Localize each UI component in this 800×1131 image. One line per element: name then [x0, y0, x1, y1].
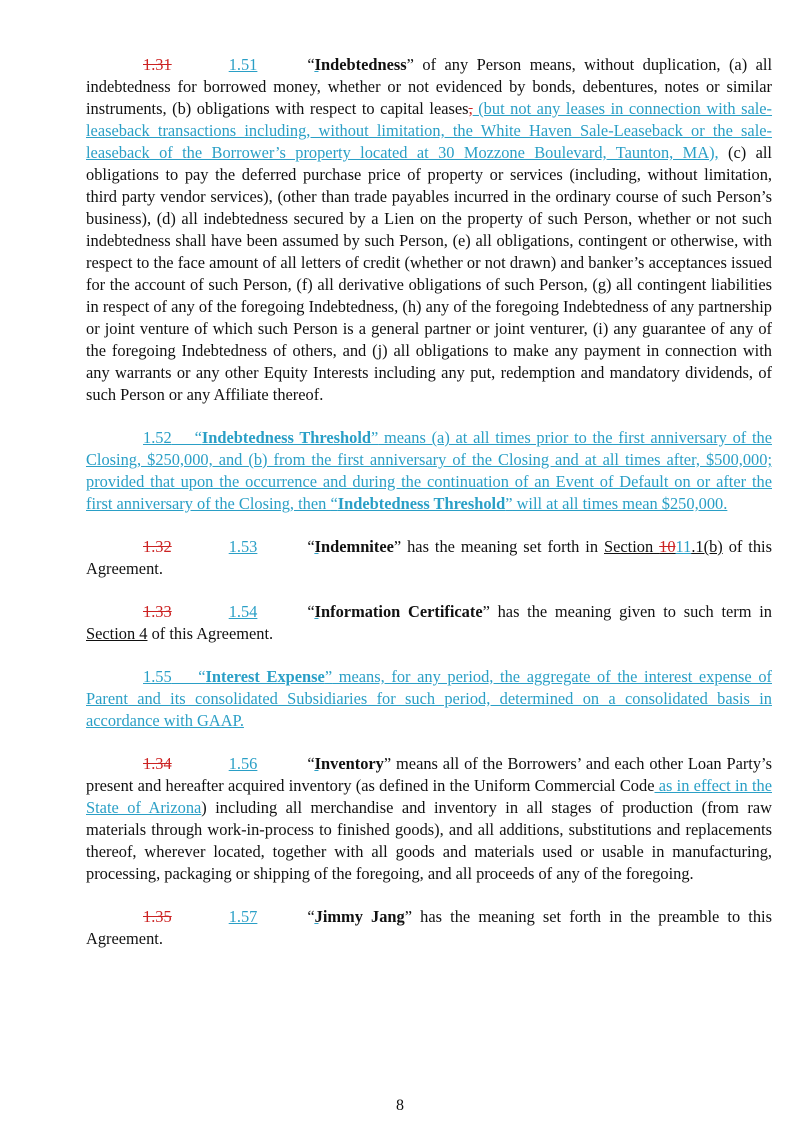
deleted-section-number: 1.34 [143, 754, 172, 773]
definition-indebtedness-threshold: 1.52 “Indebtedness Threshold” means (a) at all times prior to the first anniversary of the Closing, $250,000, and (b) from the first anniversary of the Closing and at all times after, $500,000; provided that upon the occurrence and during the continuation of an Event of Default on or after the first anniversary of the Closing, then “Indebtedness Threshold” will at all times mean $250,000. [86, 428, 772, 513]
deleted-text: , [468, 99, 473, 118]
defined-term: Interest Expense [205, 667, 325, 686]
definition-indemnitee: 1.32 1.53 “Indemnitee” has the meaning set forth in Section 1011.1(b) of this Agreement. [86, 537, 772, 578]
inserted-section-number: 1.55 [143, 667, 172, 686]
defined-term: Indebtedness Threshold [201, 428, 371, 447]
defined-term: Indemnitee [314, 537, 394, 556]
definition-information-certificate: 1.33 1.54 “Information Certificate” has the meaning given to such term in Section 4 of this Agreement. [86, 602, 772, 643]
definition-interest-expense: 1.55 “Interest Expense” means, for any period, the aggregate of the interest expense of Parent and its consolidated Subsidiaries for such period, determined on a consolidated basis in accordance with GAAP. [86, 667, 772, 730]
deleted-section-number: 1.35 [143, 907, 172, 926]
document-body [86, 54, 772, 971]
defined-term: Information Certificate [314, 602, 483, 621]
inserted-section-number: 1.54 [228, 602, 258, 621]
defined-term: Jimmy Jang [314, 907, 405, 926]
defined-term: Indebtedness Threshold [337, 494, 506, 513]
inserted-text: as in effect in the State of Arizona [86, 776, 772, 817]
section-reference: Section 1011.1(b) [604, 537, 723, 556]
inserted-section-number: 1.51 [228, 55, 258, 74]
page-number: 8 [396, 1097, 404, 1114]
deleted-section-number: 1.32 [143, 537, 172, 556]
defined-term: Indebtedness [314, 55, 407, 74]
defined-term: Inventory [314, 754, 384, 773]
inserted-section-number: 1.52 [143, 428, 172, 447]
deleted-section-number: 1.31 [143, 55, 172, 74]
inserted-section-number: 1.53 [228, 537, 258, 556]
inserted-section-number: 1.57 [228, 907, 258, 926]
definition-inventory: 1.34 1.56 “Inventory” means all of the Borrowers’ and each other Loan Party’s present and hereafter acquired inventory (as defined in the Uniform Commercial Code as in effect in the State of Arizona) including all merchandise and inventory in all stages of production (from raw materials through work-in-process to finished goods), and all additions, substitutions and replacements thereof, wherever located, together with all goods and materials used or usable in manufacturing, processing, packaging or shipping of the foregoing, and all proceeds of any of the foregoing. [86, 754, 772, 883]
definition-indebtedness: 1.31 1.51 “Indebtedness” of any Person means, without duplication, (a) all indebtedness for borrowed money, whether or not evidenced by bonds, debentures, notes or similar instruments, (b) obligations with respect to capital leases, (but not any leases in connection with sale-leaseback transactions including, without limitation, the White Haven Sale-Leaseback or the sale-leaseback of the Borrower’s property located at 30 Mozzone Boulevard, Taunton, MA), (c) all obligations to pay the deferred purchase price of property or services (including, without limitation, third party vendor services), (other than trade payables incurred in the ordinary course of such Person’s business), (d) all indebtedness secured by a Lien on the property of such Person, whether or not such indebtedness shall have been assumed by such Person, (e) all obligations, contingent or otherwise, with respect to the face amount of all letters of credit (whether or not drawn) and banker’s acceptances issued for the account of such Person, (f) all derivative obligations of such Person, (g) all contingent liabilities in respect of any of the foregoing Indebtedness, (h) any of the foregoing Indebtedness of any partnership or joint venture of which such Person is a general partner or joint venturer, (i) any guarantee of any of the foregoing Indebtedness of others, and (j) all obligations to make any payment in connection with any warrants or any other Equity Interests including any put, redemption and mandatory dividends, of such Person or any Affiliate thereof. [86, 55, 773, 404]
inserted-section-number: 1.56 [228, 754, 258, 773]
inserted-text: (but not any leases in connection with sale-leaseback transactions including, without limitation, the White Haven Sale-Leaseback or the sale-leaseback of the Borrower’s property located at 30 Mozzone Boulevard, Taunton, MA), [86, 99, 773, 162]
section-reference: Section 4 [86, 624, 148, 643]
deleted-section-number: 1.33 [143, 602, 172, 621]
definition-jimmy-jang: 1.35 1.57 “Jimmy Jang” has the meaning set forth in the preamble to this Agreement. [86, 907, 772, 948]
